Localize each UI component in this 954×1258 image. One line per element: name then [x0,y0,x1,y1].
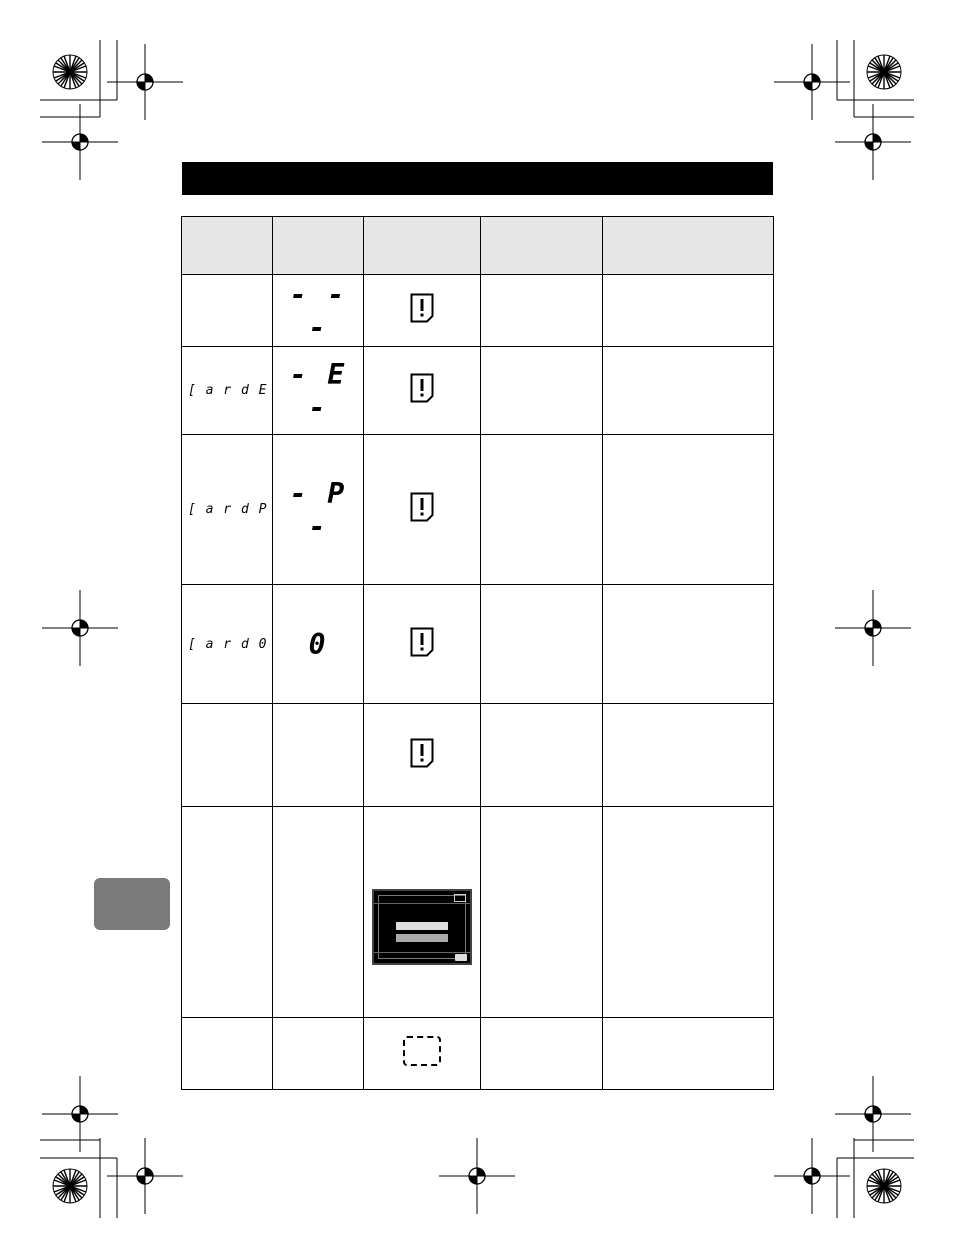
cause-cell [481,435,603,585]
chapter-side-tab [94,878,170,930]
table-row [182,275,774,347]
viewfinder-indication: - - - [289,277,347,344]
cause-cell [481,347,603,435]
icon-cell [364,807,481,1018]
viewfinder-indication: - P - [289,476,347,543]
viewfinder-cell [273,435,364,585]
viewfinder-cell [273,275,364,347]
remedy-cell [603,807,774,1018]
viewfinder-indication: - E - [289,357,347,424]
viewfinder-cell [273,807,364,1018]
viewfinder-cell [273,704,364,807]
column-header [481,217,603,275]
monitor-cell [182,275,273,347]
monitor-indication: [ a r d E [188,383,268,398]
remedy-cell [603,704,774,807]
remedy-cell [603,1018,774,1090]
warning-card-icon [410,738,434,768]
monitor-cell [182,1018,273,1090]
icon-cell [364,435,481,585]
remedy-cell [603,435,774,585]
monitor-cell [182,585,273,704]
monitor-indication: [ a r d P [188,502,268,517]
cause-cell [481,807,603,1018]
icon-cell [364,585,481,704]
sd-card-icon [454,894,466,902]
viewfinder-cell [273,1018,364,1090]
icon-cell [364,347,481,435]
table-row [182,435,774,585]
monitor-cell [182,347,273,435]
warning-card-icon [410,293,434,323]
ok-button-icon [455,954,467,961]
cause-cell [481,275,603,347]
cause-cell [481,585,603,704]
column-header [364,217,481,275]
menu-option-highlighted [396,922,448,930]
table-header-row [182,217,774,275]
viewfinder-indication: 0 [308,627,328,661]
cause-cell [481,704,603,807]
monitor-cell [182,435,273,585]
remedy-cell [603,347,774,435]
viewfinder-cell [273,585,364,704]
monitor-cell [182,704,273,807]
warning-card-icon [410,373,434,403]
icon-cell [364,704,481,807]
warning-card-icon [410,492,434,522]
warning-card-icon [410,627,434,657]
table-row [182,585,774,704]
column-header [273,217,364,275]
monitor-indication: [ a r d 0 [188,636,268,652]
table-row [182,807,774,1018]
monitor-cell [182,807,273,1018]
section-header-bar [182,162,773,195]
table-row [182,347,774,435]
table-row [182,704,774,807]
menu-option [396,934,448,942]
dashed-frame-icon [403,1036,441,1066]
column-header [603,217,774,275]
table-row [182,1018,774,1090]
viewfinder-cell [273,347,364,435]
lcd-card-setup-screen-icon [372,889,472,965]
error-code-table [181,216,774,1090]
column-header [182,217,273,275]
icon-cell [364,275,481,347]
cause-cell [481,1018,603,1090]
remedy-cell [603,275,774,347]
remedy-cell [603,585,774,704]
icon-cell [364,1018,481,1090]
